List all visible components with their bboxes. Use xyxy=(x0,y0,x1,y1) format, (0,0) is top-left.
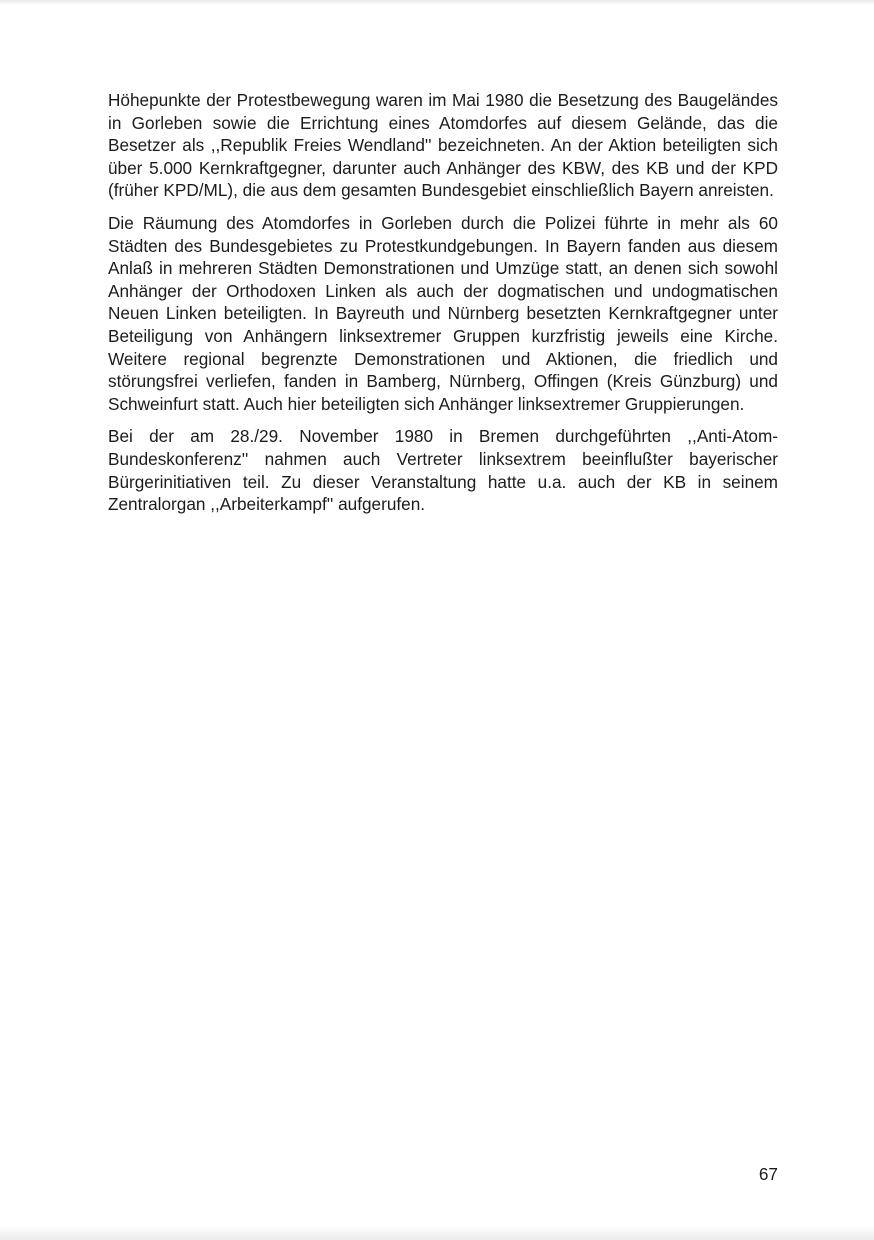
paragraph-gorleben-occupation: Höhepunkte der Protestbewegung waren im Mai 1980 die Besetzung des Baugeländes in Gorleben sowie die Errichtung eines Atomdorfes auf diesem Gelände, das die Besetzer als ,,Republik Freies Wendland'' bezeichneten. An der Aktion beteiligten sich über 5.000 Kernkraftgegner, darunter auch Anhänger des KBW, des KB und der KPD (früher KPD/ML), die aus dem gesamten Bundesgebiet einschließlich Bayern anreisten. xyxy=(108,90,778,201)
paragraph-anti-atom-conference: Bei der am 28./29. November 1980 in Bremen durchgeführten ,,Anti-Atom-Bundeskonferenz'' nahmen auch Vertreter linksextrem beeinflußter bayerischer Bürgerinitiativen teil. Zu dieser Veranstaltung hatte u.a. auch der KB in seinem Zentralorgan ,,Arbeiterkampf'' aufgerufen. xyxy=(108,426,778,515)
paragraph-protest-rallies: Die Räumung des Atomdorfes in Gorleben durch die Polizei führte in mehr als 60 Städten des Bundesgebietes zu Protestkundgebungen. In Bayern fanden aus diesem Anlaß in mehreren Städten Demonstrationen und Umzüge statt, an denen sich sowohl Anhänger der Orthodoxen Linken als auch der dogmatischen und undogmatischen Neuen Linken beteiligten. In Bayreuth und Nürnberg besetzten Kernkraftgegner unter Beteiligung von Anhängern linksextremer Gruppen kurzfristig jeweils eine Kirche. Weitere regional begrenzte Demonstrationen und Aktionen, die friedlich und störungsfrei verliefen, fanden in Bamberg, Nürnberg, Offingen (Kreis Günzburg) und Schweinfurt statt. Auch hier beteiligten sich Anhänger linksextremer Gruppierungen. xyxy=(108,212,778,414)
scan-edge-bottom xyxy=(0,1226,874,1240)
scan-edge-top xyxy=(0,0,874,5)
page-number: 67 xyxy=(758,1164,778,1184)
body-text xyxy=(108,89,778,526)
